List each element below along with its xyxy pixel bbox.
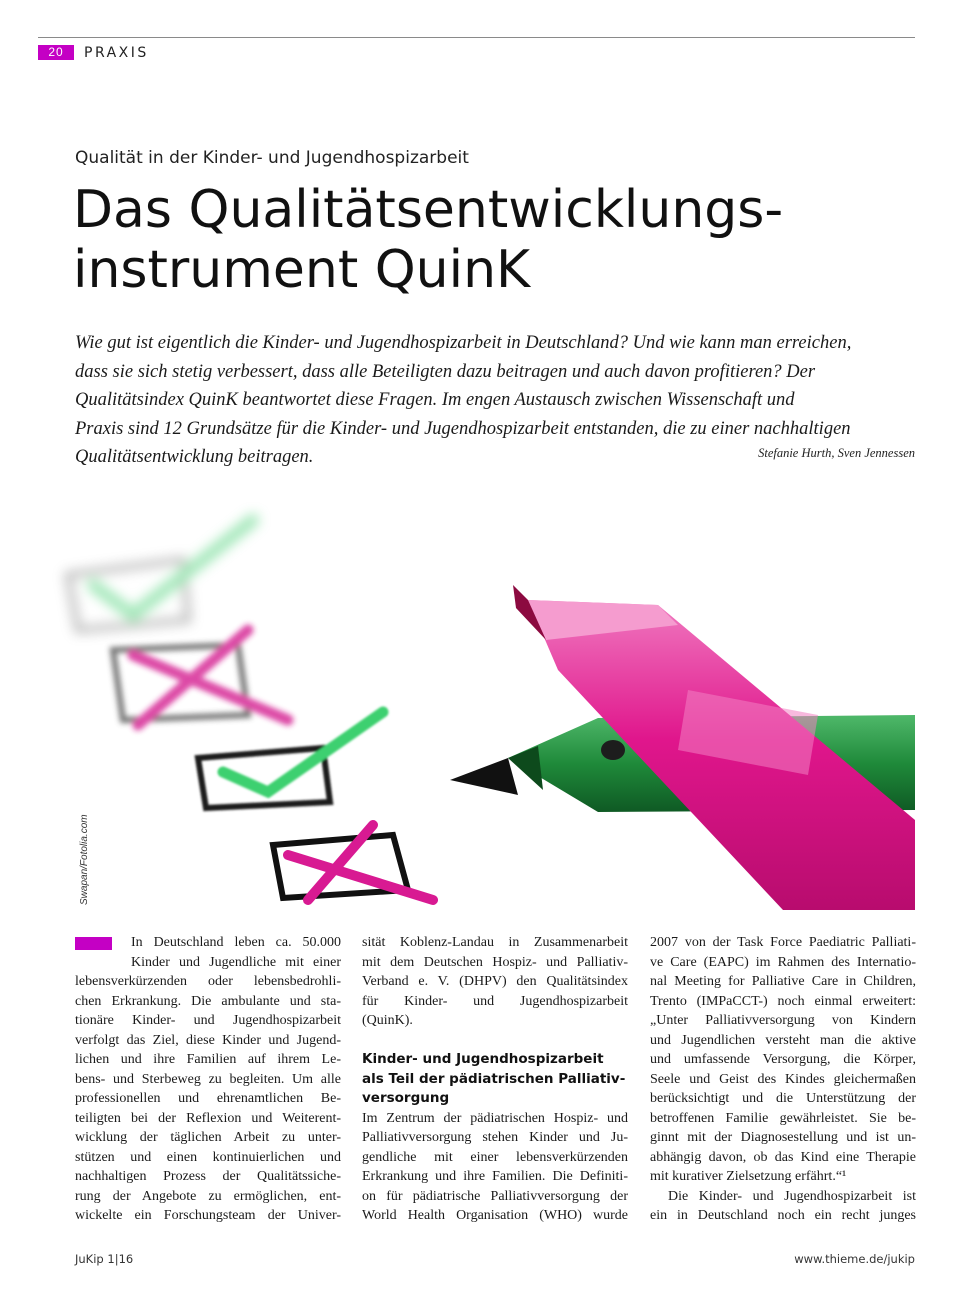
article-title xyxy=(73,180,923,300)
body-line: tionäre Kinder- und Jugendhospizarbeit xyxy=(75,1013,341,1028)
footer-url[interactable]: www.thieme.de/jukip xyxy=(794,1252,915,1266)
body-line: gendliche mit einer lebensverkürzenden xyxy=(362,1149,628,1165)
body-line: rung der Angebote zu ermöglichen, ent- xyxy=(75,1188,341,1204)
section-subheading: versorgung xyxy=(362,1090,450,1106)
lead-line: dass sie sich stetig verbessert, dass alle Beteiligten dazu beitragen und auch davon profitieren? Der xyxy=(75,361,816,382)
body-line: Trento (IMPaCCT-) noch einmal erweitert: xyxy=(650,993,916,1009)
checklist-markers-illustration xyxy=(38,490,915,910)
body-line: professionellen und ehrenamtlichen Be- xyxy=(75,1091,341,1106)
title-line: Das Qualitätsentwicklungs- xyxy=(73,180,784,240)
body-line: bens- und Sterbeweg zu begleiten. Um alle xyxy=(75,1071,341,1087)
lead-line: Wie gut ist eigentlich die Kinder- und Jugendhospizarbeit in Deutschland? Und wie kann man erreichen, xyxy=(75,333,852,353)
body-line: stützen und einen kontinuierlichen und xyxy=(75,1149,341,1165)
header-rule xyxy=(38,37,915,38)
body-line: chen Erkrankung. Die ambulante und sta- xyxy=(75,993,341,1009)
body-line: nachhaltigen Prozess der Qualitätssiche- xyxy=(75,1169,341,1184)
section-subheading: Kinder- und Jugendhospizarbeit xyxy=(362,1051,604,1067)
title-line: instrument QuinK xyxy=(73,240,531,300)
body-line: In Deutschland leben ca. 50.000 xyxy=(131,935,341,950)
body-line: 2007 von der Task Force Paediatric Palliati- xyxy=(650,935,916,950)
body-line: nal Meeting for Palliative Care in Children, xyxy=(650,974,916,989)
body-column-1 xyxy=(75,933,341,1226)
body-line: Kinder und Jugendliche mit einer xyxy=(131,954,341,970)
page-number: 20 xyxy=(38,45,74,60)
body-line: für Kinder- und Jugendhospizarbeit xyxy=(362,993,628,1009)
body-line: und Jugendlichen versteht man die aktive xyxy=(650,1032,916,1048)
body-line: Erkrankung und ihre Familien. Die Definiti- xyxy=(362,1169,628,1184)
article-kicker: Qualität in der Kinder- und Jugendhospizarbeit xyxy=(75,148,469,168)
body-line: lebensverkürzenden oder lebensbedrohli- xyxy=(75,974,341,989)
body-line: ein in Deutschland noch ein recht junges xyxy=(650,1208,916,1223)
body-line: abhängig davon, ob das Kind eine Therapie xyxy=(650,1149,916,1165)
lead-line: Qualitätsentwicklung beitragen. xyxy=(75,447,314,467)
body-line: sität Koblenz-Landau in Zusammenarbeit xyxy=(362,935,628,950)
body-line: „Unter Palliativversorgung von Kindern xyxy=(650,1013,916,1028)
lead-line: Praxis sind 12 Grundsätze für die Kinder- und Jugendhospizarbeit entstanden, die zu einer nachhaltigen xyxy=(75,418,851,439)
body-line: Die Kinder- und Jugendhospizarbeit ist xyxy=(668,1188,916,1204)
section-label: PRAXIS xyxy=(84,45,149,61)
body-line: verfolgt das Ziel, diese Kinder und Jugend- xyxy=(75,1032,341,1048)
body-line: mit dem Deutschen Hospiz- und Palliativ- xyxy=(362,954,628,970)
article-authors: Stefanie Hurth, Sven Jennessen xyxy=(758,446,915,460)
body-column-3 xyxy=(650,933,916,1226)
body-line: und umfassende Versorgung, die Körper, xyxy=(650,1052,916,1067)
body-line: teiligten bei der Reflexion und Weiterent- xyxy=(75,1110,341,1126)
paragraph-gap xyxy=(362,1031,628,1051)
body-line: mit kurativer Zielsetzung erfährt.“¹ xyxy=(650,1169,847,1184)
body-line: ve Care (EAPC) im Rahmen des Internatio- xyxy=(650,954,916,970)
section-subheading: als Teil der pädiatrischen Palliativ- xyxy=(362,1070,626,1087)
body-line: betroffenen Familie gewährleistet. Sie be- xyxy=(650,1110,916,1126)
body-line: berücksichtigt und die Unterstützung der xyxy=(650,1091,916,1106)
body-column-2 xyxy=(362,933,628,1226)
footer-journal: JuKip 1|16 xyxy=(75,1252,134,1266)
body-line: wickelte ein Forschungsteam der Univer- xyxy=(75,1208,341,1223)
body-line: Verband e. V. (DHPV) den Qualitätsindex xyxy=(362,974,628,989)
article-photo xyxy=(38,490,915,910)
body-line: (QuinK). xyxy=(362,1013,413,1028)
body-line: Seele und Geist des Kindes gleichermaßen xyxy=(650,1071,916,1087)
body-line: ginnt mit der Diagnosestellung und ist un- xyxy=(650,1130,916,1145)
body-line: World Health Organisation (WHO) wurde xyxy=(362,1208,628,1223)
body-line: Im Zentrum der pädiatrischen Hospiz- und xyxy=(362,1110,628,1126)
lead-line: Qualitätsindex QuinK beantwortet diese Fragen. Im engen Austausch zwischen Wissenschaft und xyxy=(75,390,795,410)
body-line: on für pädiatrische Palliativversorgung der xyxy=(362,1188,628,1204)
body-line: lichen und ihre Familien auf ihrem Le- xyxy=(75,1052,341,1067)
body-line: wicklung der täglichen Arbeit zu unter- xyxy=(75,1130,341,1145)
body-line: Palliativversorgung stehen Kinder und Ju- xyxy=(362,1130,628,1145)
photo-credit: Swapan/Fotolia.com xyxy=(79,814,90,905)
